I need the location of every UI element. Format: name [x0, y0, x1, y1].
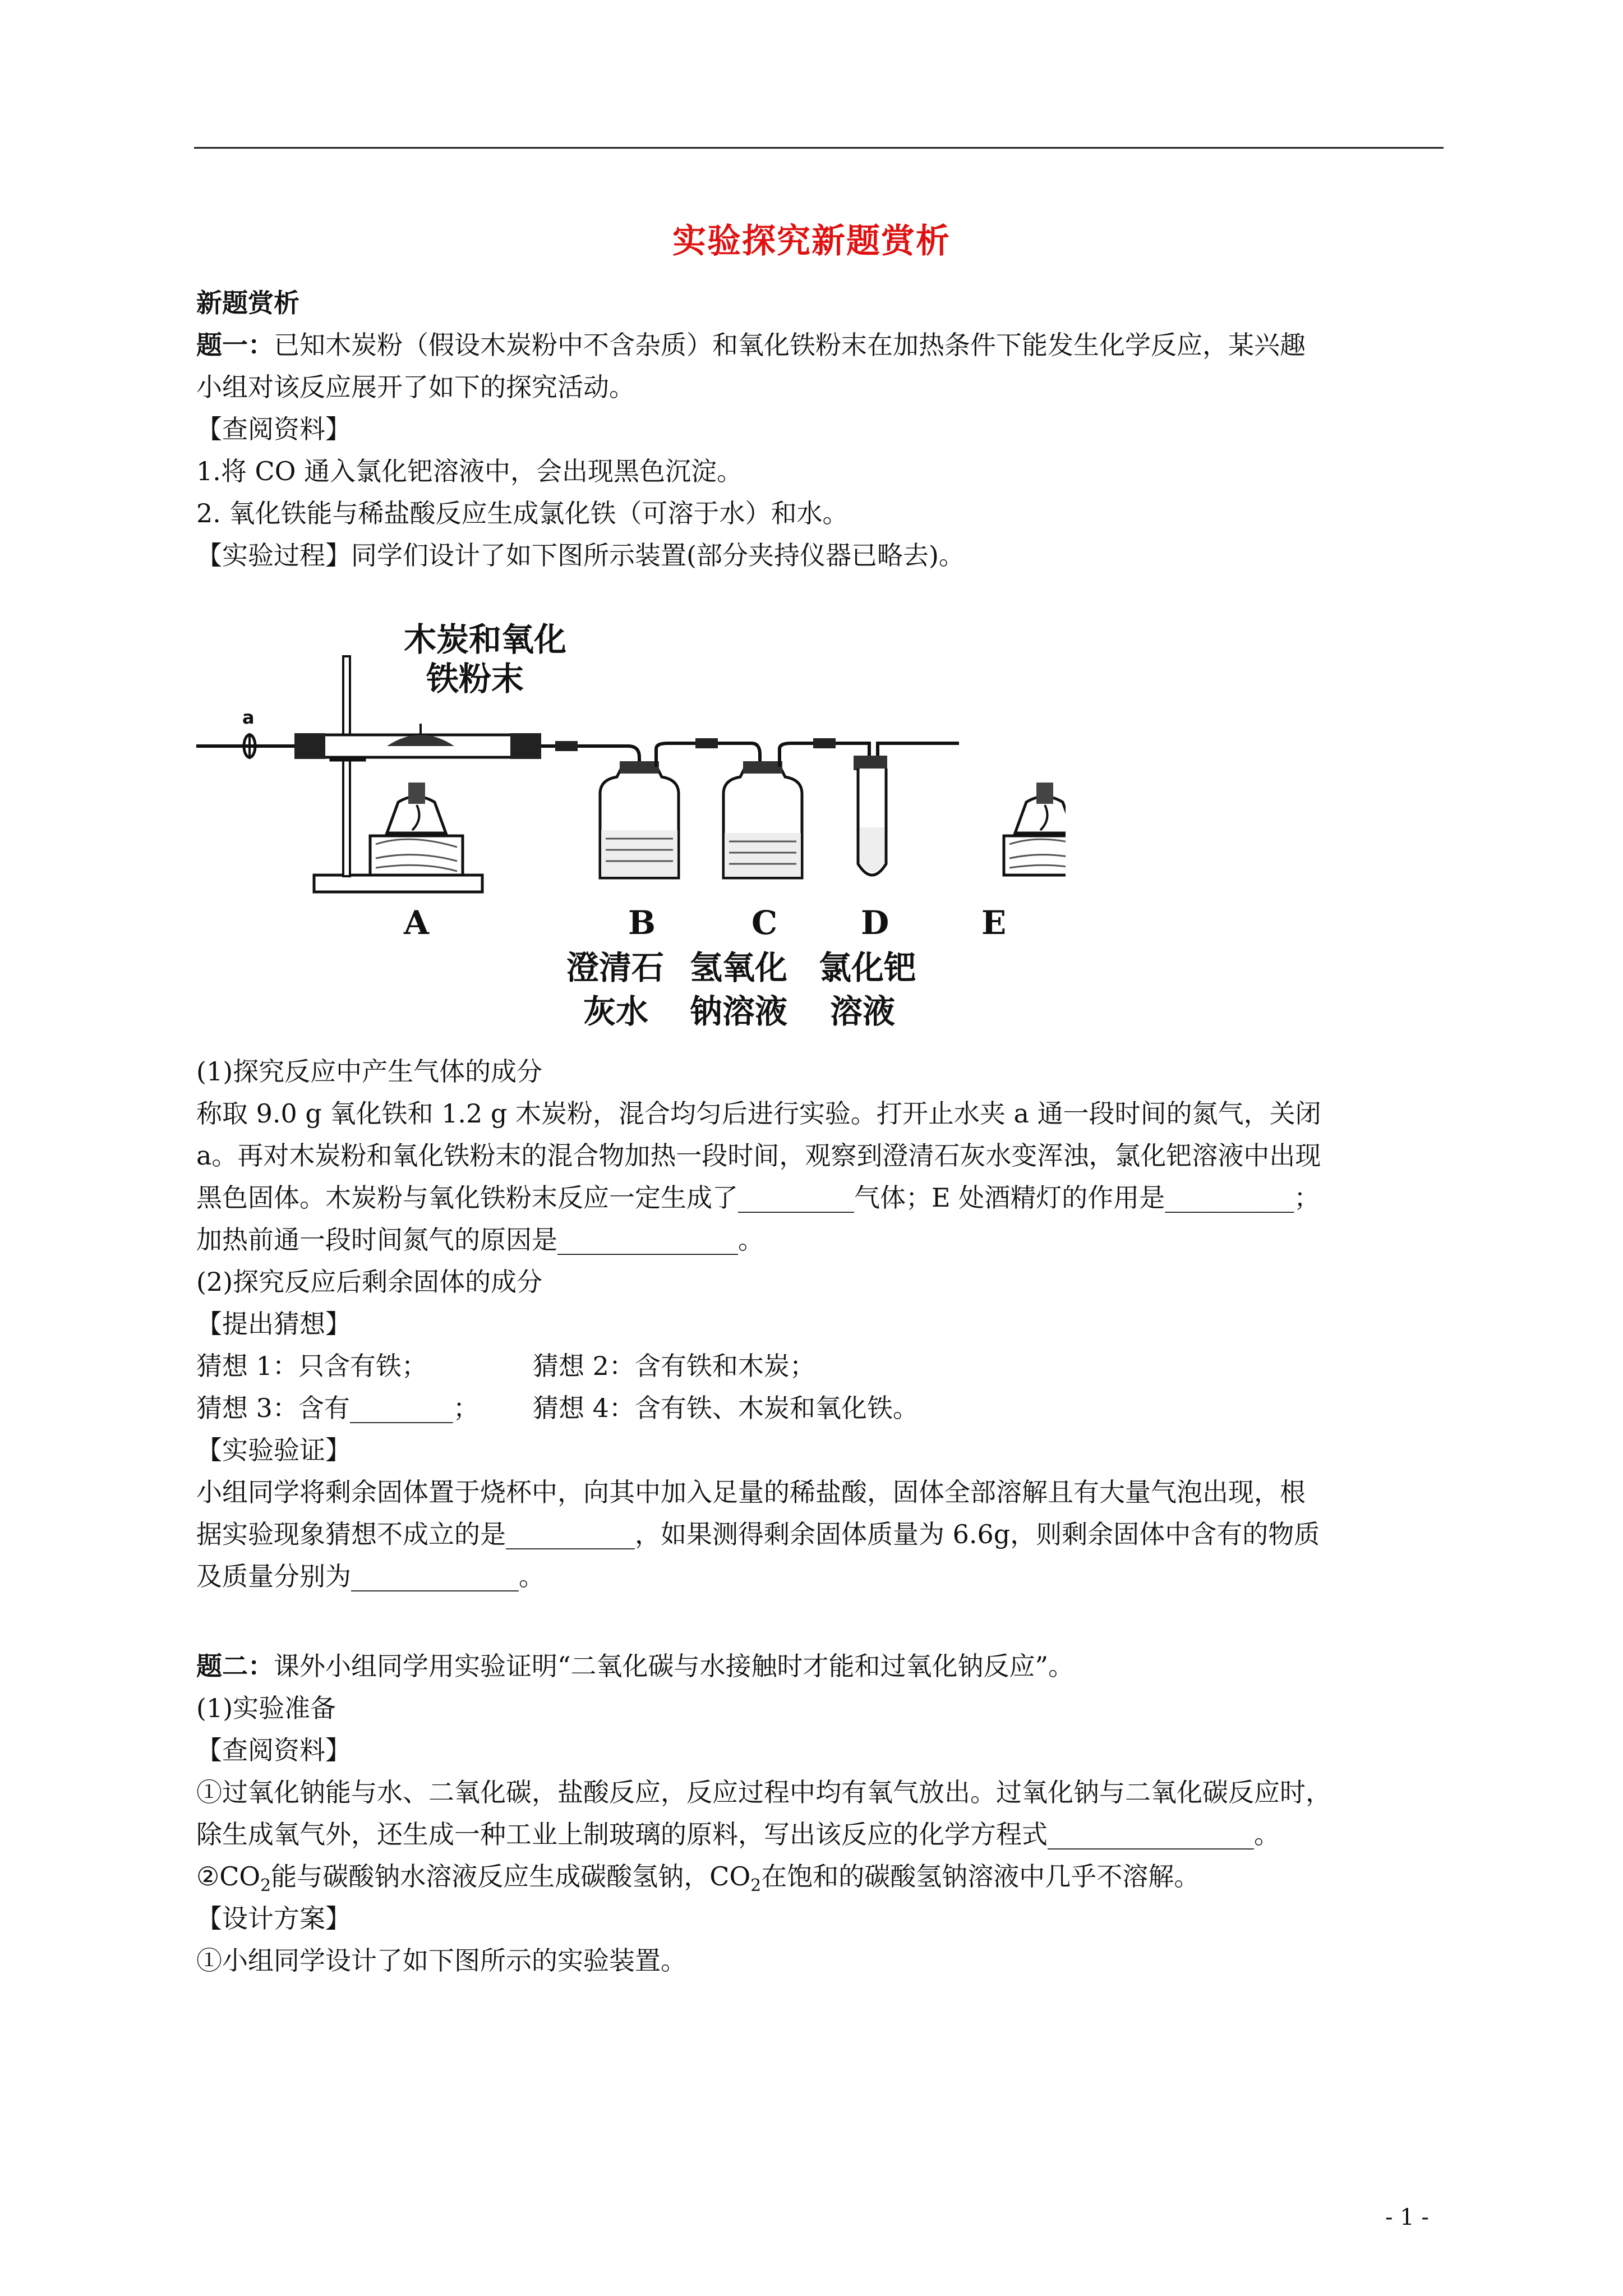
q1-intro-line-1	[196, 328, 1306, 362]
q1-part1-title: (1)探究反应中产生气体的成分	[196, 1056, 543, 1087]
clamp-a-label: a	[242, 707, 255, 728]
q1-guess-1: 猜想 1：只含有铁；	[196, 1351, 427, 1381]
pipe-d-outlet	[878, 743, 959, 756]
q1-part2-title: (2)探究反应后剩余固体的成分	[196, 1267, 543, 1297]
q2-ref-1-line-2: 除生成氧气外，还生成一种工业上制玻璃的原料，写出该反应的化学方程式________________。	[196, 1819, 1280, 1849]
letter-e: E	[981, 904, 1007, 942]
q1-label: 题一：	[196, 330, 274, 360]
q2-ref-2	[196, 1860, 1200, 1903]
bottle-c-liquid	[725, 833, 801, 877]
q1-process-text: 同学们设计了如下图所示装置(部分夹持仪器已略去)。	[351, 540, 965, 570]
q2-ref-1-line-1: ①过氧化钠能与水、二氧化碳，盐酸反应，反应过程中均有氧气放出。过氧化钠与二氧化碳反应时，	[196, 1777, 1331, 1807]
letter-c: C	[751, 904, 778, 942]
page-title: 实验探究新题赏析	[672, 222, 951, 261]
q2-ref-2-sub-2: 2	[750, 1876, 762, 1896]
q1-guess-row-1	[196, 1349, 815, 1383]
q2-prep-title: (1)实验准备	[196, 1693, 336, 1723]
q1-intro-line-2: 小组对该反应展开了如下的探究活动。	[196, 372, 635, 402]
q2-ref-2-b: 能与碳酸钠水溶液反应生成碳酸氢钠，CO	[271, 1861, 751, 1892]
connector-c-d	[813, 738, 836, 748]
label-c-1: 氢氧化	[690, 949, 788, 987]
q1-intro-text-1: 已知木炭粉（假设木炭粉中不含杂质）和氧化铁粉末在加热条件下能发生化学反应，某兴趣	[274, 330, 1306, 360]
q1-guess-2: 猜想 2：含有铁和木炭；	[533, 1351, 815, 1381]
q2-ref-2-c: 在饱和的碳酸氢钠溶液中几乎不溶解。	[761, 1861, 1200, 1892]
label-d-2: 溶液	[830, 992, 896, 1030]
q1-guess-3: 猜想 3：含有________；	[196, 1393, 479, 1423]
q2-intro	[196, 1649, 1074, 1683]
q1-ref-1: 1.将 CO 通入氯化钯溶液中，会出现黑色沉淀。	[196, 456, 743, 486]
label-c-2: 钠溶液	[690, 992, 788, 1030]
q1-process	[196, 539, 965, 572]
q2-design-heading: 【设计方案】	[196, 1903, 351, 1934]
tube-stopper-right	[510, 733, 541, 759]
q2-intro-text: 课外小组同学用实验证明“二氧化碳与水接触时才能和过氧化钠反应”。	[274, 1651, 1075, 1681]
connector-a-b	[555, 741, 578, 751]
q1-verify-line-3: 及质量分别为_____________。	[196, 1561, 545, 1591]
figure-top-label-1: 木炭和氧化	[404, 620, 567, 659]
q1-part1-line-1: 称取 9.0 g 氧化铁和 1.2 g 木炭粉，混合均匀后进行实验。打开止水夹 a 通一段时间的氮气，关闭	[196, 1098, 1321, 1129]
q1-guess-row-2	[196, 1391, 919, 1425]
q1-part1-line-4: 加热前通一段时间氮气的原因是______________。	[196, 1225, 764, 1255]
q1-ref-2: 2. 氧化铁能与稀盐酸反应生成氯化铁（可溶于水）和水。	[196, 498, 849, 528]
burner-e-cap	[1036, 783, 1053, 804]
q1-guess-heading: 【提出猜想】	[196, 1309, 351, 1339]
q1-verify-line-2: 据实验现象猜想不成立的是__________，如果测得剩余固体质量为 6.6g，则剩余固体中含有的物质	[196, 1519, 1320, 1549]
q2-label: 题二：	[196, 1651, 274, 1681]
letter-d: D	[861, 904, 889, 942]
label-d-1: 氯化钯	[819, 949, 917, 987]
label-b-1: 澄清石	[566, 949, 665, 987]
label-b-2: 灰水	[583, 992, 649, 1030]
q2-ref-2-a: ②CO	[196, 1861, 261, 1892]
q1-ref-heading: 【查阅资料】	[196, 414, 351, 444]
stand-base	[314, 875, 482, 892]
test-tube-d-stopper	[854, 756, 887, 770]
tube-stopper-left	[294, 733, 325, 759]
q2-ref-2-sub-1: 2	[260, 1876, 271, 1896]
q1-process-label: 【实验过程】	[196, 540, 351, 570]
q1-guess-4: 猜想 4：含有铁、木炭和氧化铁。	[533, 1393, 919, 1423]
burner-a-cap	[408, 783, 425, 804]
q1-part1-line-3: 黑色固体。木炭粉与氧化铁粉末反应一定生成了_________气体；E 处酒精灯的作用是__________；	[196, 1182, 1320, 1213]
q1-verify-line-1: 小组同学将剩余固体置于烧杯中，向其中加入足量的稀盐酸，固体全部溶解且有大量气泡出现，根	[196, 1477, 1306, 1507]
q1-verify-heading: 【实验验证】	[196, 1435, 351, 1465]
stand-rod	[343, 656, 350, 876]
header-rule	[194, 147, 1444, 149]
q2-design-1: ①小组同学设计了如下图所示的实验装置。	[196, 1945, 686, 1976]
bottle-c-stopper	[743, 761, 782, 774]
apparatus-figure	[196, 609, 1066, 1041]
q1-part1-line-2: a。再对木炭粉和氧化铁粉末的混合物加热一段时间，观察到澄清石灰水变浑浊，氯化钯溶液中出现	[196, 1140, 1321, 1171]
connector-b-c	[695, 738, 718, 748]
bottle-b-stopper	[620, 761, 659, 774]
bottle-b-liquid	[601, 830, 677, 877]
test-tube-d-liquid	[860, 827, 884, 872]
letter-a: A	[404, 904, 430, 942]
q2-ref-heading: 【查阅资料】	[196, 1735, 351, 1765]
section-heading: 新题赏析	[196, 288, 299, 318]
figure-top-label-2: 铁粉末	[426, 660, 524, 698]
letter-b: B	[628, 904, 656, 942]
page-number: - 1 -	[1385, 2205, 1429, 2230]
